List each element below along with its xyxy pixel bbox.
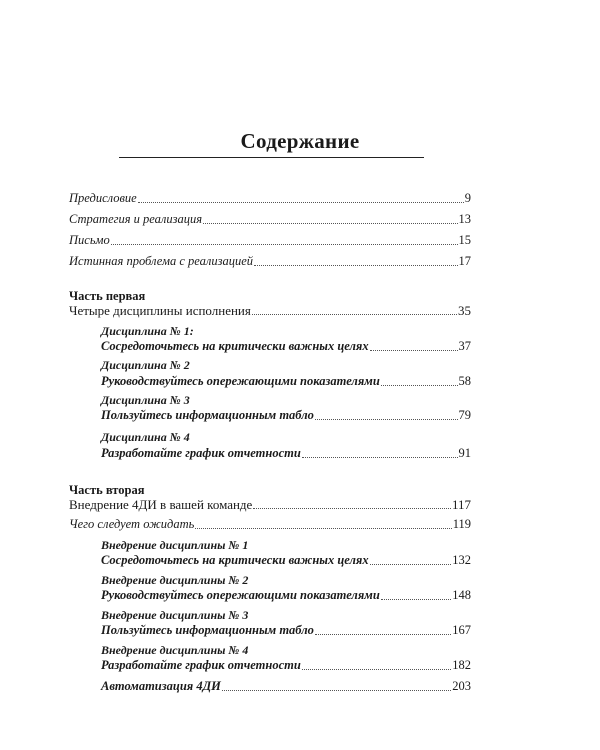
entry-label: Разработайте график отчетности (101, 446, 301, 460)
entry-page: 37 (458, 339, 471, 353)
impl-discipline-3-title: Внедрение дисциплины № 3 (101, 608, 249, 622)
toc-entry-letter[interactable] (69, 232, 471, 248)
entry-page: 58 (458, 374, 471, 388)
dot-leader (315, 419, 458, 420)
impl-discipline-2-title: Внедрение дисциплины № 2 (101, 573, 249, 587)
dot-leader (302, 457, 458, 458)
entry-page: 203 (452, 679, 471, 693)
entry-label: Сосредоточьтесь на критически важных целях (101, 553, 369, 567)
entry-page: 9 (464, 191, 471, 205)
dot-leader (302, 669, 451, 670)
entry-label: Пользуйтесь информационным табло (101, 408, 314, 422)
toc-entry-discipline-3[interactable] (101, 407, 471, 423)
entry-label: Внедрение 4ДИ в вашей команде (69, 497, 253, 512)
dot-leader (315, 634, 451, 635)
toc-entry-impl-discipline-4[interactable] (101, 657, 471, 673)
page-title: Содержание (240, 129, 360, 153)
dot-leader (254, 265, 457, 266)
toc-entry-impl-discipline-2[interactable] (101, 587, 471, 603)
toc-entry-discipline-2[interactable] (101, 373, 471, 389)
dot-leader (195, 528, 451, 529)
entry-page: 35 (458, 303, 471, 318)
discipline-1-title: Дисциплина № 1: (101, 324, 194, 338)
dot-leader (138, 202, 464, 203)
entry-label: Разработайте график отчетности (101, 658, 301, 672)
toc-entry-four-disciplines[interactable] (69, 302, 471, 318)
dot-leader (222, 690, 451, 691)
entry-page: 119 (452, 517, 471, 531)
entry-label: Автоматизация 4ДИ (101, 679, 221, 693)
entry-page: 15 (458, 233, 471, 247)
dot-leader (381, 385, 458, 386)
toc-entry-discipline-1[interactable] (101, 338, 471, 354)
entry-label: Истинная проблема с реализацией (69, 254, 254, 268)
toc-entry-strategy[interactable] (69, 211, 471, 227)
entry-label: Четыре дисциплины исполнения (69, 303, 251, 318)
entry-page: 148 (452, 588, 471, 602)
toc-entry-preface[interactable] (69, 190, 471, 206)
entry-label: Письмо (69, 233, 110, 247)
entry-page: 91 (458, 446, 471, 460)
toc-entry-automation[interactable] (101, 678, 471, 694)
entry-label: Сосредоточьтесь на критически важных целях (101, 339, 369, 353)
dot-leader (252, 314, 457, 315)
dot-leader (370, 350, 458, 351)
entry-page: 117 (451, 497, 471, 512)
entry-label: Пользуйтесь информационным табло (101, 623, 314, 637)
entry-page: 167 (452, 623, 471, 637)
dot-leader (381, 599, 451, 600)
entry-label: Предисловие (69, 191, 137, 205)
entry-label: Руководствуйтесь опережающими показателями (101, 588, 380, 602)
dot-leader (111, 244, 458, 245)
entry-page: 182 (452, 658, 471, 672)
discipline-4-title: Дисциплина № 4 (101, 430, 190, 444)
dot-leader (253, 508, 451, 509)
dot-leader (370, 564, 452, 565)
discipline-2-title: Дисциплина № 2 (101, 358, 190, 372)
entry-label: Чего следует ожидать (69, 517, 195, 531)
toc-entry-implementing-4dx[interactable] (69, 496, 471, 512)
entry-label: Руководствуйтесь опережающими показателями (101, 374, 380, 388)
toc-entry-discipline-4[interactable] (101, 445, 471, 461)
entry-page: 13 (458, 212, 471, 226)
toc-entry-impl-discipline-1[interactable] (101, 552, 471, 568)
title-underline (119, 157, 424, 158)
entry-label: Стратегия и реализация (69, 212, 203, 226)
impl-discipline-4-title: Внедрение дисциплины № 4 (101, 643, 249, 657)
toc-entry-real-problem[interactable] (69, 253, 471, 269)
discipline-3-title: Дисциплина № 3 (101, 393, 190, 407)
entry-page: 132 (452, 553, 471, 567)
entry-page: 17 (458, 254, 471, 268)
dot-leader (203, 223, 457, 224)
impl-discipline-1-title: Внедрение дисциплины № 1 (101, 538, 249, 552)
entry-page: 79 (458, 408, 471, 422)
toc-entry-impl-discipline-3[interactable] (101, 622, 471, 638)
part-two-heading: Часть вторая (69, 483, 145, 497)
part-one-heading: Часть первая (69, 289, 146, 303)
toc-entry-what-to-expect[interactable] (69, 516, 471, 532)
